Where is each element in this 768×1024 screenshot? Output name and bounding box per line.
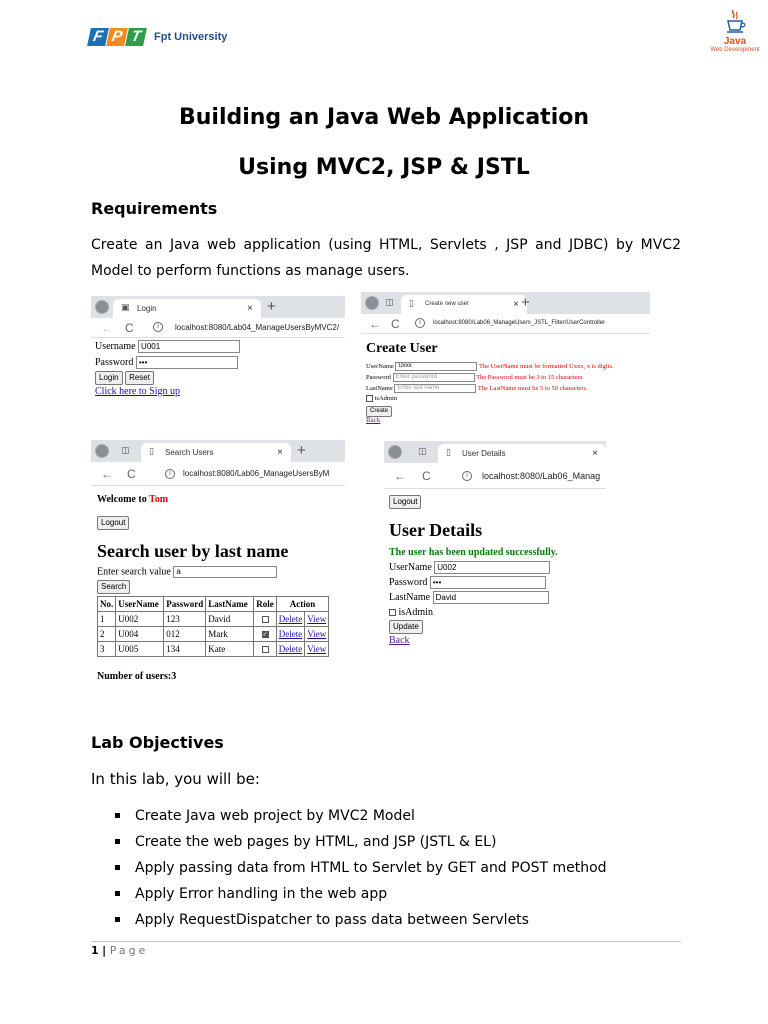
column-header-role: Role [254, 597, 277, 612]
java-word: Java [723, 36, 747, 47]
browser-tab-bar [91, 296, 345, 318]
update-success-message: The user has been updated successfully. [389, 547, 558, 558]
fpt-university-logo [89, 28, 227, 46]
password-error: The Password must be 3 to 15 characters. [476, 373, 585, 381]
lastname-label: LastName [366, 384, 393, 392]
back-arrow-icon: ← [101, 467, 113, 481]
cell-lastname: Kate [206, 642, 254, 657]
bullet-icon [115, 865, 120, 870]
username-label: Username [95, 340, 136, 352]
browser-tab-search-users [141, 443, 291, 462]
isadmin-label: isAdmin [398, 607, 433, 618]
new-tab-icon: + [267, 298, 276, 315]
url-text: localhost:8080/Lab06_ManageUsersByM [183, 469, 330, 478]
requirements-heading: Requirements [91, 199, 218, 218]
close-tab-icon: × [592, 448, 598, 459]
address-bar [91, 318, 345, 338]
fpt-university-name: Fpt University [154, 31, 228, 43]
password-label: Password [389, 576, 428, 588]
column-header-lastname: LastName [206, 597, 254, 612]
fpt-letter-t: T [125, 28, 147, 46]
address-bar [361, 314, 650, 334]
welcome-text: Welcome to [97, 494, 147, 505]
cell-delete [276, 612, 304, 627]
objectives-heading: Lab Objectives [91, 733, 224, 752]
isadmin-checkbox [389, 609, 396, 616]
back-arrow-icon: ← [369, 317, 381, 331]
tab-title: User Details [462, 449, 506, 458]
profile-avatar [95, 444, 109, 458]
users-count: Number of users:3 [97, 671, 177, 682]
bullet-icon [115, 917, 120, 922]
welcome-user-name: Tom [149, 494, 169, 505]
cell-view [305, 612, 329, 627]
password-input: ••• [430, 576, 546, 589]
url-text: localhost:8080/Lab04_ManageUsersByMVC2/ [175, 323, 340, 332]
table-row [98, 612, 329, 627]
view-link: View [307, 629, 327, 639]
browser-tab-bar [384, 441, 606, 463]
reset-button: Reset [125, 371, 154, 385]
isadmin-label: isAdmin [374, 395, 398, 402]
delete-link: Delete [278, 614, 303, 624]
tab-title: Search Users [165, 448, 214, 457]
profile-avatar [95, 300, 109, 314]
password-input: Enter password [393, 373, 475, 382]
site-info-icon: i [462, 471, 472, 481]
username-input: U001 [138, 340, 240, 353]
workspaces-icon: ◫ [385, 298, 394, 308]
user-details-heading: User Details [389, 520, 483, 540]
fpt-letter-p: P [106, 28, 128, 46]
search-heading: Search user by last name [97, 541, 289, 561]
fpt-letter-f: F [87, 28, 109, 46]
users-table [97, 596, 329, 657]
cell-delete [276, 627, 304, 642]
requirements-text: Create an Java web application (using HTML, Servlets , JSP and JDBC) by MVC2 Model to perform functions as manage users. [91, 237, 681, 279]
lastname-input: David [433, 591, 549, 604]
objective-text: Create the web pages by HTML, and JSP (JSTL & EL) [135, 834, 497, 850]
back-link: Back [389, 635, 410, 646]
page-icon: ▯ [149, 447, 154, 457]
page-footer [91, 944, 148, 957]
cell-no: 3 [98, 642, 116, 657]
cell-role [254, 612, 277, 627]
role-checkbox [262, 616, 269, 623]
username-label: UserName [366, 362, 394, 370]
user-details-page [384, 489, 606, 652]
cell-view [305, 627, 329, 642]
site-info-icon: i [415, 318, 425, 328]
cell-password: 012 [164, 627, 206, 642]
back-arrow-icon: ← [394, 469, 406, 483]
list-item [115, 829, 607, 855]
search-label: Enter search value [97, 566, 171, 578]
signup-link: Click here to Sign up [95, 386, 180, 397]
new-tab-icon: + [297, 442, 306, 459]
login-screenshot [91, 296, 345, 416]
search-users-screenshot [91, 440, 345, 708]
cell-no: 2 [98, 627, 116, 642]
view-link: View [307, 614, 327, 624]
username-label: UserName [389, 561, 432, 573]
update-button: Update [389, 620, 423, 634]
lastname-input: Enter last name [394, 384, 476, 393]
page-icon: ▯ [446, 448, 451, 458]
objectives-intro: In this lab, you will be: [91, 770, 260, 788]
cell-lastname: David [206, 612, 254, 627]
close-tab-icon: × [513, 299, 519, 310]
password-input: ••• [136, 356, 238, 369]
browser-tab-bar [91, 440, 345, 462]
bullet-icon [115, 839, 120, 844]
isadmin-checkbox [366, 395, 373, 402]
cell-password: 123 [164, 612, 206, 627]
password-label: Password [95, 356, 134, 368]
username-error: The UserName must be formatted Uxxx, x is digits. [478, 362, 614, 370]
table-row [98, 642, 329, 657]
login-page [91, 338, 345, 401]
document-title-line2: Using MVC2, JSP & JSTL [238, 155, 530, 180]
close-tab-icon: × [277, 447, 283, 458]
document-title-line1: Building an Java Web Application [178, 105, 590, 130]
bullet-icon [115, 813, 120, 818]
tab-title: Create new user [425, 301, 470, 307]
new-tab-icon: + [521, 294, 530, 311]
browser-tab-user-details [438, 444, 606, 463]
url-text: localhost:8080/Lab06_Manag [482, 471, 601, 481]
welcome-message [97, 494, 339, 516]
bullet-icon [115, 891, 120, 896]
login-button: Login [95, 371, 123, 385]
tab-title: Login [137, 304, 157, 313]
create-user-screenshot [361, 292, 650, 434]
column-header-username: UserName [116, 597, 164, 612]
cell-no: 1 [98, 612, 116, 627]
java-web-development-logo [706, 8, 764, 58]
objective-text: Apply Error handling in the web app [135, 886, 388, 902]
lastname-error: The LastName must be 5 to 50 characters. [477, 384, 588, 392]
create-user-page [361, 334, 650, 428]
site-info-icon: i [165, 469, 175, 479]
cell-view [305, 642, 329, 657]
workspaces-icon: ◫ [418, 447, 427, 457]
username-input: U002 [434, 561, 550, 574]
browser-tab-bar [361, 292, 650, 314]
list-item [115, 855, 607, 881]
logout-button: Logout [389, 495, 421, 509]
reload-icon: C [127, 467, 136, 481]
profile-avatar [388, 445, 402, 459]
page-number: 1 [91, 944, 99, 957]
cell-username: U005 [116, 642, 164, 657]
view-link: View [307, 644, 327, 654]
java-subtitle: Web Development [710, 47, 760, 53]
search-users-page [91, 486, 345, 690]
logout-button: Logout [97, 516, 129, 530]
search-input: a [173, 566, 277, 578]
reload-icon: C [125, 321, 134, 335]
column-header-no: No. [98, 597, 116, 612]
column-header-action: Action [276, 597, 328, 612]
address-bar [384, 463, 606, 489]
objective-text: Apply RequestDispatcher to pass data between Servlets [135, 912, 529, 928]
cell-username: U002 [116, 612, 164, 627]
back-arrow-icon: ← [101, 321, 113, 335]
browser-tab-create-user [401, 295, 527, 314]
address-bar [91, 462, 345, 486]
table-row [98, 627, 329, 642]
reload-icon: C [391, 317, 400, 331]
list-item [115, 907, 607, 933]
list-item [115, 881, 607, 907]
cell-password: 134 [164, 642, 206, 657]
cell-role [254, 627, 277, 642]
username-input: Uxxx [395, 362, 477, 371]
objectives-list [115, 803, 607, 933]
search-button: Search [97, 580, 130, 594]
cell-username: U004 [116, 627, 164, 642]
reload-icon: C [422, 469, 431, 483]
delete-link: Delete [278, 644, 303, 654]
delete-link: Delete [278, 629, 303, 639]
page-separator: | [102, 944, 107, 957]
page-favicon-icon: ▣ [121, 303, 130, 313]
java-cup-icon [724, 8, 746, 34]
objective-text: Create Java web project by MVC2 Model [135, 808, 415, 824]
url-text: localhost:8080/Lab06_ManageUsers_JSTL_Filter/UserController [433, 320, 606, 326]
role-checkbox: ✓ [262, 632, 268, 639]
column-header-password: Password [164, 597, 206, 612]
cell-delete [276, 642, 304, 657]
close-tab-icon: × [247, 303, 253, 314]
cell-lastname: Mark [206, 627, 254, 642]
list-item [115, 803, 607, 829]
objective-text: Apply passing data from HTML to Servlet by GET and POST method [135, 860, 607, 876]
site-info-icon: i [153, 322, 163, 332]
role-checkbox [262, 646, 269, 653]
page-icon: ▯ [409, 299, 414, 309]
browser-tab-login [113, 299, 261, 318]
table-header-row [98, 597, 329, 612]
workspaces-icon: ◫ [121, 446, 130, 456]
fpt-logo-mark [89, 28, 146, 46]
footer-divider [91, 941, 681, 942]
profile-avatar [365, 296, 379, 310]
back-link: Back [366, 416, 381, 424]
lastname-label: LastName [389, 591, 431, 603]
create-button: Create [366, 406, 392, 417]
password-label: Password [366, 373, 391, 381]
cell-role [254, 642, 277, 657]
user-details-screenshot [384, 441, 606, 671]
create-user-heading: Create User [366, 341, 438, 356]
page-word: Page [109, 944, 149, 957]
